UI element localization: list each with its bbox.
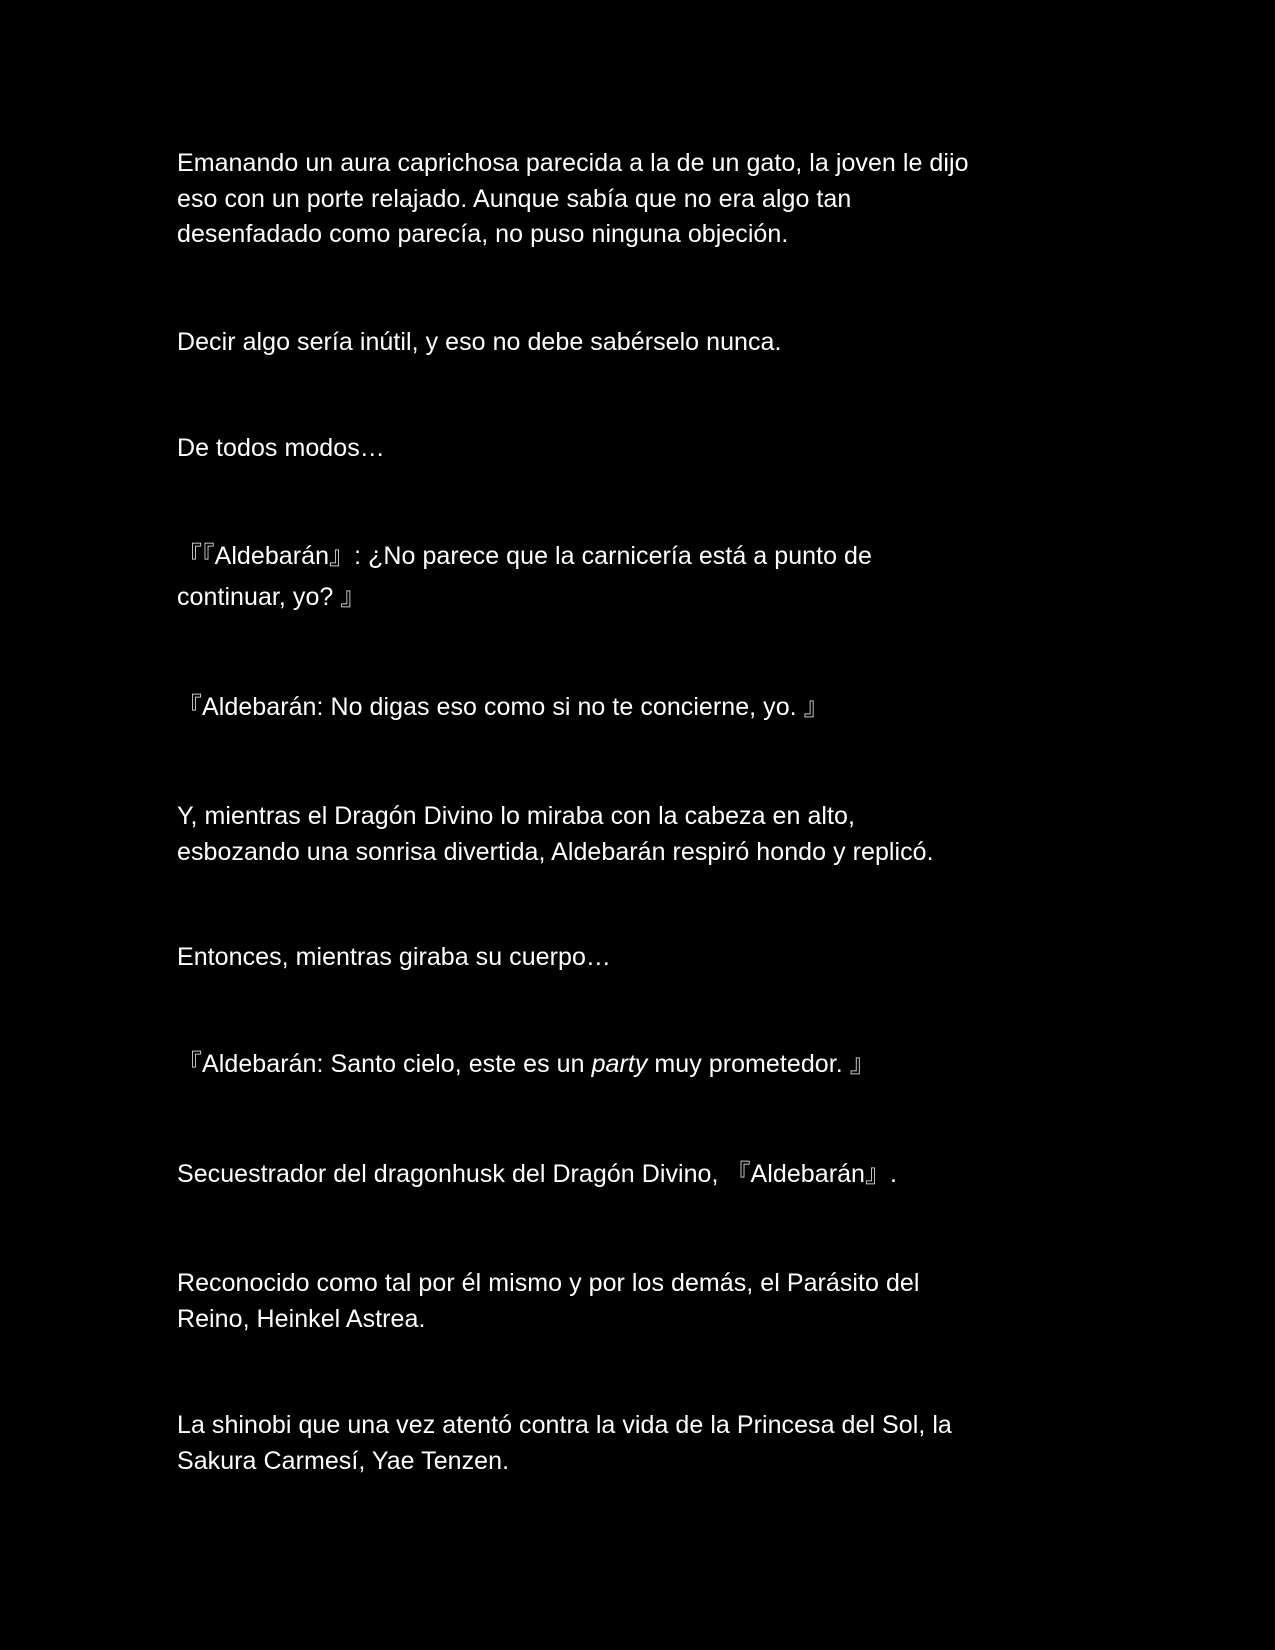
dialogue-aldebaran-concern: [177, 690, 1107, 726]
text-line: esbozando una sonrisa divertida, Aldebarán respiró hondo y replicó.: [177, 837, 934, 866]
text-line: Decir algo sería inútil, y eso no debe sabérselo nunca.: [177, 328, 782, 356]
dialogue-aldebaran-carnage: [177, 536, 1107, 618]
paragraph-divine-dragon: [177, 799, 1107, 870]
text-line: Reino, Heinkel Astrea.: [177, 1304, 426, 1333]
text-line: Secuestrador del dragonhusk del Dragón Divino, 『Aldebarán』.: [177, 1160, 898, 1188]
text-line: Y, mientras el Dragón Divino lo miraba con la cabeza en alto,: [177, 802, 855, 830]
text-line: 『『Aldebarán』: ¿No parece que la carnicería está a punto de: [177, 542, 872, 570]
text-line: Emanando un aura caprichosa parecida a la de un gato, la joven le dijo: [177, 149, 969, 177]
paragraph-yae: [177, 1408, 1107, 1479]
text-line: continuar, yo? 』: [177, 583, 366, 611]
paragraph-turning: [177, 940, 1107, 976]
paragraph-cat-aura: [177, 146, 1107, 253]
text-line: Sakura Carmesí, Yae Tenzen.: [177, 1446, 510, 1475]
paragraph-anyway: [177, 431, 1107, 467]
paragraph-heinkel: [177, 1266, 1107, 1337]
text-before-italic: 『Aldebarán: Santo cielo, este es un: [177, 1050, 592, 1078]
text-line: [177, 1047, 1107, 1083]
text-line: La shinobi que una vez atentó contra la vida de la Princesa del Sol, la: [177, 1411, 952, 1439]
text-line: desenfadado como parecía, no puso ninguna objeción.: [177, 220, 789, 248]
text-line: Entonces, mientras giraba su cuerpo…: [177, 943, 611, 971]
dialogue-aldebaran-party: [177, 1047, 1107, 1083]
text-line: 『Aldebarán: No digas eso como si no te concierne, yo. 』: [177, 693, 829, 721]
paragraph-useless: [177, 325, 1107, 361]
paragraph-kidnapper: [177, 1157, 1107, 1193]
text-line: De todos modos…: [177, 434, 385, 462]
text-line: eso con un porte relajado. Aunque sabía que no era algo tan: [177, 184, 852, 213]
text-after-italic: muy prometedor. 』: [647, 1050, 875, 1078]
text-line: Reconocido como tal por él mismo y por los demás, el Parásito del: [177, 1269, 920, 1297]
italic-word: party: [591, 1050, 648, 1078]
